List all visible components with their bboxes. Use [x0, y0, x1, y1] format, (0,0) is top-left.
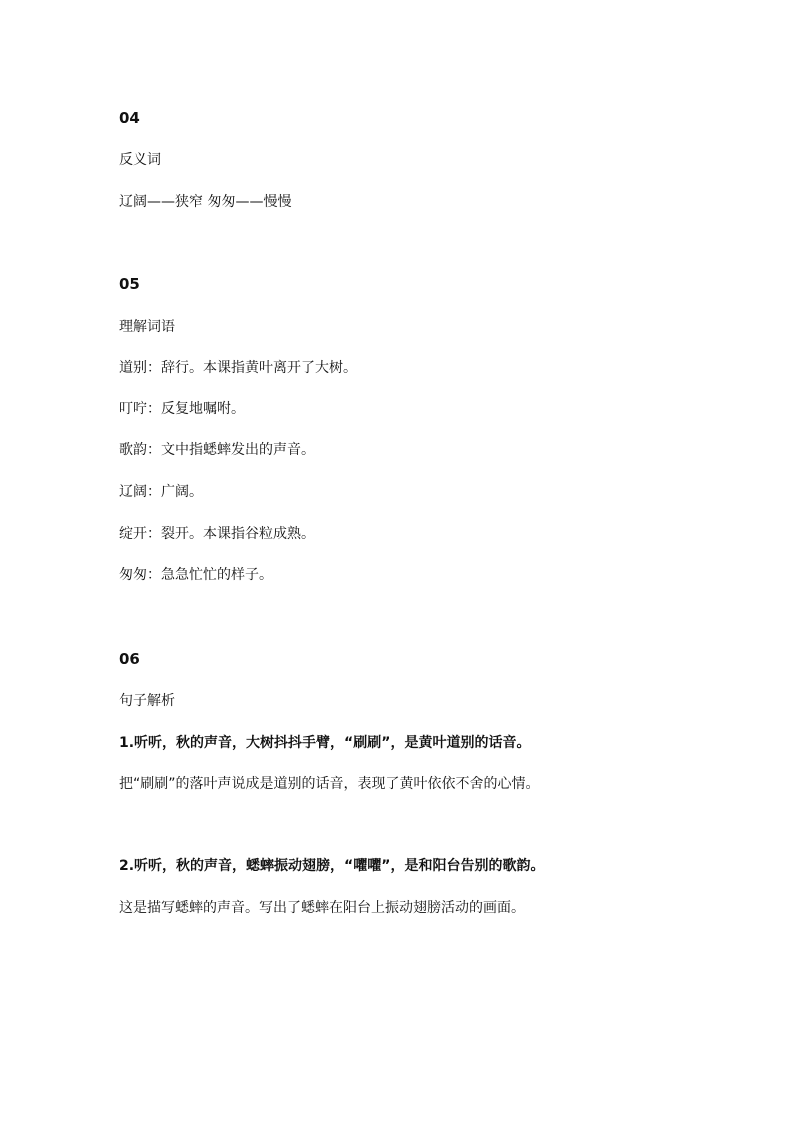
vocab-definition: 道别：辞行。本课指黄叶离开了大树。: [119, 360, 357, 376]
vocab-definition: 绽开：裂开。本课指谷粒成熟。: [119, 526, 315, 542]
section-number-05: 05: [119, 275, 140, 293]
section-number-04: 04: [119, 109, 140, 127]
vocab-definition: 匆匆：急急忙忙的样子。: [119, 567, 273, 583]
section-title-antonyms: 反义词: [119, 152, 161, 168]
sentence-analysis: 这是描写蟋蟀的声音。写出了蟋蟀在阳台上振动翅膀活动的画面。: [119, 900, 525, 916]
section-number-06: 06: [119, 650, 140, 668]
antonym-pairs: 辽阔——狭窄 匆匆——慢慢: [119, 194, 292, 210]
section-title-sentence-analysis: 句子解析: [119, 693, 175, 709]
sentence-quote: 2.听听，秋的声音，蟋蟀振动翅膀，“㘗㘗”，是和阳台告别的歌韵。: [119, 858, 545, 874]
vocab-definition: 歌韵：文中指蟋蟀发出的声音。: [119, 442, 315, 458]
sentence-analysis: 把“刷刷”的落叶声说成是道别的话音，表现了黄叶依依不舍的心情。: [119, 776, 540, 792]
vocab-definition: 辽阔：广阔。: [119, 484, 203, 500]
vocab-definition: 叮咛：反复地嘱咐。: [119, 401, 245, 417]
section-title-vocabulary: 理解词语: [119, 319, 175, 335]
sentence-quote: 1.听听，秋的声音，大树抖抖手臂，“刷刷”，是黄叶道别的话音。: [119, 735, 531, 751]
